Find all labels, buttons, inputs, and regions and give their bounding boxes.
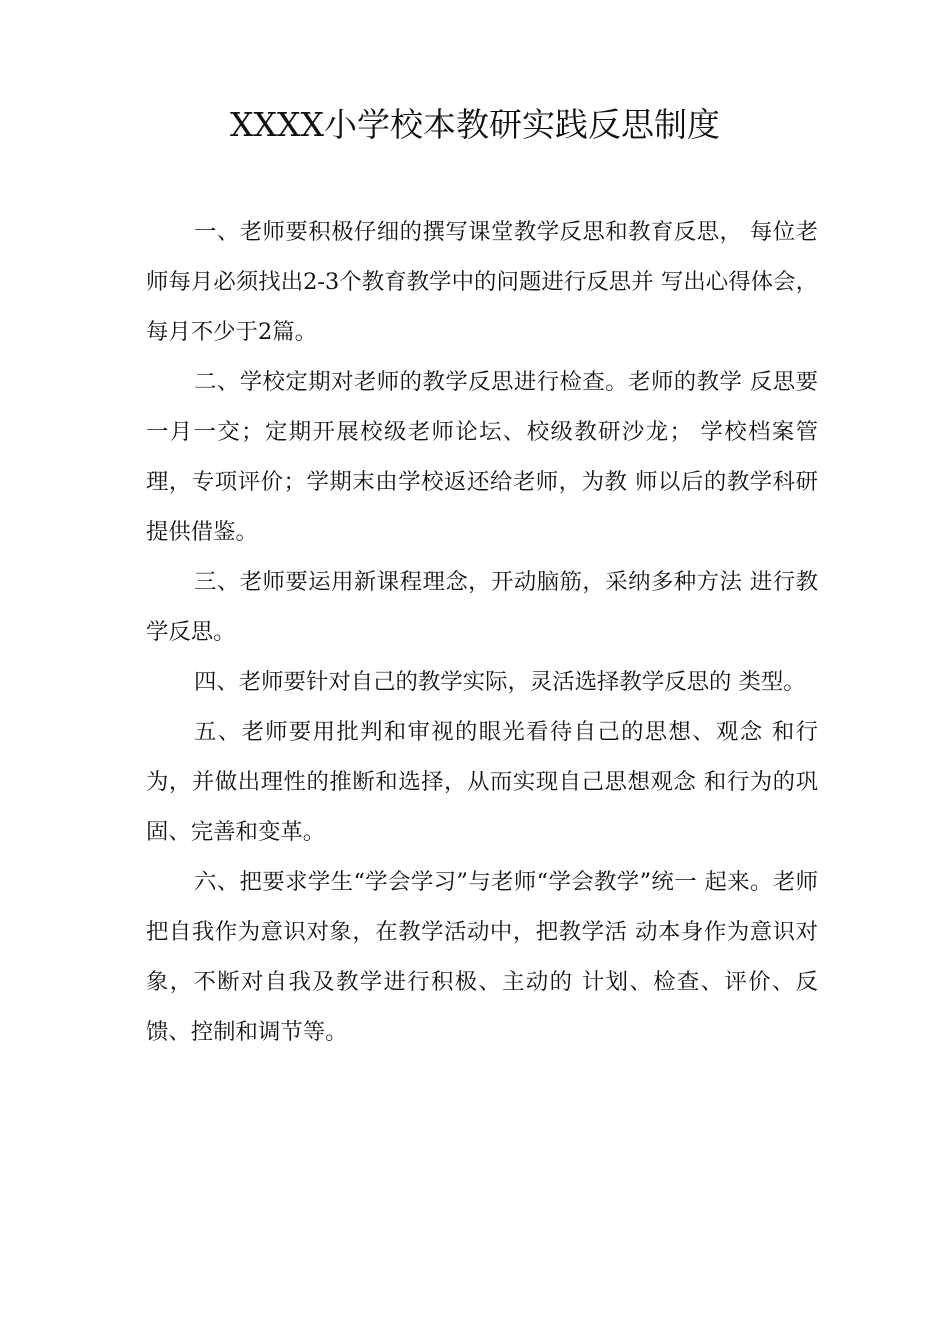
- paragraph-5: 五、老师要用批判和审视的眼光看待自己的思想、观念 和行为，并做出理性的推断和选择，从而实现自己思想观念 和行为的巩固、完善和变革。: [146, 719, 818, 845]
- paragraph-1: 一、老师要积极仔细的撰写课堂教学反思和教育反思， 每位老师每月必须找出2-3个教育教学中的问题进行反思并 写出心得体会，每月不少于2篇。: [146, 219, 818, 345]
- paragraph-3: 三、老师要运用新课程理念，开动脑筋，采纳多种方法 进行教学反思。: [146, 569, 818, 645]
- paragraph-2: 二、学校定期对老师的教学反思进行检查。老师的教学 反思要一月一交；定期开展校级老师论坛、校级教研沙龙； 学校档案管理，专项评价；学期末由学校返还给老师，为教 师以后的教学科研提供借鉴。: [146, 369, 818, 545]
- paragraph-6: 六、把要求学生“学会学习”与老师“学会教学”统一 起来。老师把自我作为意识对象，在教学活动中，把教学活 动本身作为意识对象，不断对自我及教学进行积极、主动的 计划、检查、评价、反馈、控制和调节等。: [146, 869, 818, 1045]
- document-body: [146, 207, 818, 1057]
- document-title: XXXX小学校本教研实践反思制度: [230, 105, 720, 144]
- paragraph-4: 四、老师要针对自己的教学实际，灵活选择教学反思的 类型。: [194, 669, 806, 695]
